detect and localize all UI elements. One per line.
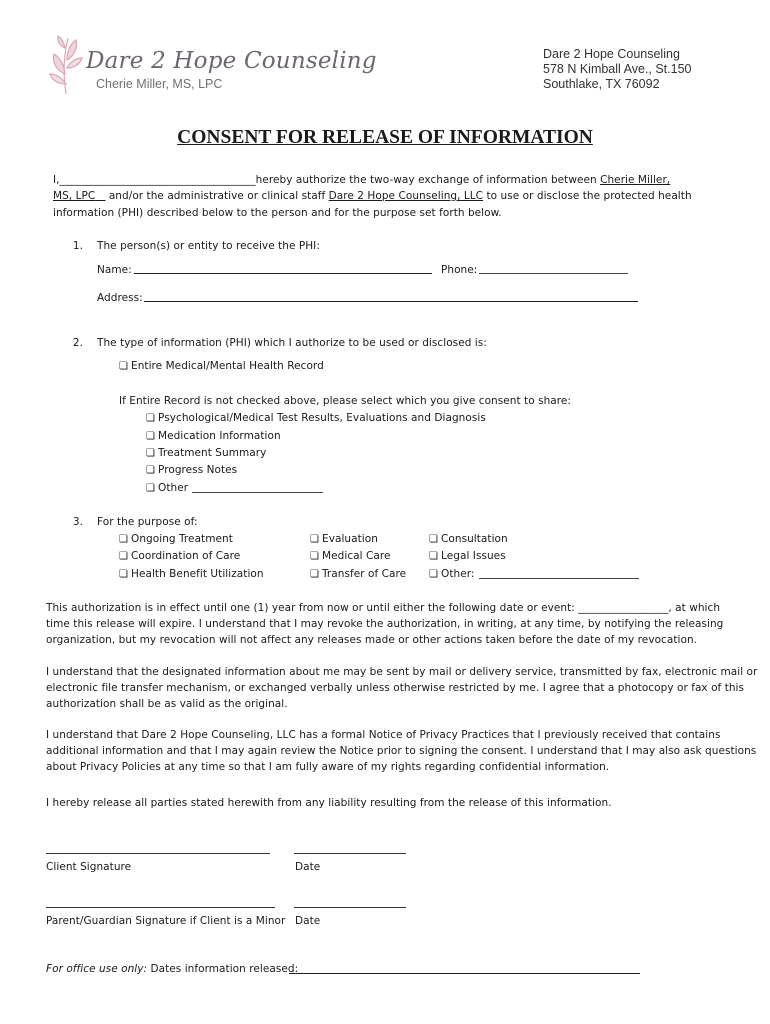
checkbox-legal-issues[interactable]: ❏ Legal Issues	[429, 548, 506, 565]
release-liability-para: I hereby release all parties stated herewith from any liability resulting from the release of this information.	[46, 797, 612, 809]
checkbox-test-results[interactable]: ❏ Psychological/Medical Test Results, Evaluations and Diagnosis	[146, 410, 486, 427]
client-signature-label: Client Signature	[46, 861, 132, 873]
floral-logo-icon	[48, 34, 88, 98]
client-date-label: Date	[295, 861, 321, 873]
checkbox-transfer-of-care[interactable]: ❏ Transfer of Care	[310, 566, 406, 583]
section-3-heading: For the purpose of:	[97, 516, 198, 528]
authorization-para-line-3: organization, but my revocation will not affect any releases made or other actions taken before the date of my revocation.	[46, 634, 698, 646]
checkbox-medical-care[interactable]: ❏ Medical Care	[310, 548, 391, 565]
address-line-1: Dare 2 Hope Counseling	[543, 47, 680, 61]
checkbox-consultation[interactable]: ❏ Consultation	[429, 531, 508, 548]
checkbox-health-benefit[interactable]: ❏ Health Benefit Utilization	[119, 566, 264, 583]
recipient-name-field[interactable]	[134, 273, 432, 274]
privacy-para-line-2: additional information and that I may again review the Notice prior to signing the consent. I understand that I may also ask questions	[46, 745, 757, 757]
guardian-date-label: Date	[295, 915, 321, 927]
delivery-para-line-3: authorization shall be as valid as the original.	[46, 698, 288, 710]
other-info-field[interactable]	[192, 492, 323, 493]
privacy-para-line-1: I understand that Dare 2 Hope Counseling, LLC has a formal Notice of Privacy Practices that I previously received that contains	[46, 729, 721, 741]
provider-name: Cherie Miller,	[600, 174, 671, 186]
intro-line-2: MS, LPC and/or the administrative or clinical staff Dare 2 Hope Counseling, LLC to use or disclose the protected health	[53, 190, 692, 202]
checkbox-coordination-of-care[interactable]: ❏ Coordination of Care	[119, 548, 240, 565]
recipient-name-label: Name:	[97, 264, 132, 276]
checkbox-evaluation[interactable]: ❏ Evaluation	[310, 531, 378, 548]
checkbox-entire-record[interactable]: ❏ Entire Medical/Mental Health Record	[119, 358, 324, 375]
recipient-phone-field[interactable]	[479, 273, 628, 274]
delivery-para-line-2: electronic file transfer mechanism, or exchanged verbally unless otherwise restricted by me. I agree that a photocopy or fax of this	[46, 682, 745, 694]
checkbox-progress-notes[interactable]: ❏ Progress Notes	[146, 462, 237, 479]
section-1-number: 1.	[72, 240, 83, 252]
section-2-heading: The type of information (PHI) which I authorize to be used or disclosed is:	[97, 337, 487, 349]
privacy-para-line-3: about Privacy Policies at any time so that I am fully aware of my rights regarding confidential information.	[46, 761, 610, 773]
authorization-para-line-1: This authorization is in effect until one (1) year from now or until either the following date or event: _________________, at which	[46, 602, 721, 614]
section-3-number: 3.	[72, 516, 83, 528]
guardian-date-field[interactable]	[294, 907, 406, 908]
checkbox-other-purpose[interactable]: ❏ Other:	[429, 566, 474, 583]
logo-subtitle: Cherie Miller, MS, LPC	[96, 77, 223, 91]
client-date-field[interactable]	[294, 853, 406, 854]
checkbox-other-info[interactable]: ❏ Other	[146, 480, 188, 497]
intro-line-1: I,_____________________________________hereby authorize the two-way exchange of information between Cherie Miller,	[53, 174, 671, 186]
checkbox-medication-info[interactable]: ❏ Medication Information	[146, 428, 281, 445]
checkbox-treatment-summary[interactable]: ❏ Treatment Summary	[146, 445, 266, 462]
org-name: Dare 2 Hope Counseling, LLC	[328, 190, 484, 202]
guardian-signature-field[interactable]	[46, 907, 275, 908]
guardian-signature-label: Parent/Guardian Signature if Client is a Minor	[46, 915, 286, 927]
section-2-number: 2.	[72, 337, 83, 349]
logo-title: Dare 2 Hope Counseling	[86, 48, 377, 74]
recipient-phone-label: Phone:	[441, 264, 478, 276]
authorization-para-line-2: time this release will expire. I understand that I may revoke the authorization, in writing, at any time, by notifying the releasing	[46, 618, 724, 630]
intro-line-3: information (PHI) described below to the person and for the purpose set forth below.	[53, 207, 502, 219]
address-line-2: 578 N Kimball Ave., St.150	[543, 62, 692, 76]
other-purpose-field[interactable]	[479, 578, 639, 579]
checkbox-ongoing-treatment[interactable]: ❏ Ongoing Treatment	[119, 531, 233, 548]
dates-released-field[interactable]	[289, 973, 640, 974]
section-1-heading: The person(s) or entity to receive the PHI:	[97, 240, 320, 252]
address-line-3: Southlake, TX 76092	[543, 77, 660, 91]
client-signature-field[interactable]	[46, 853, 270, 854]
partial-record-instructions: If Entire Record is not checked above, please select which you give consent to share:	[119, 395, 572, 407]
recipient-address-field[interactable]	[144, 301, 638, 302]
document-title: CONSENT FOR RELEASE OF INFORMATION	[177, 127, 593, 148]
name-blank[interactable]: _____________________________________	[59, 174, 256, 186]
recipient-address-label: Address:	[97, 292, 143, 304]
delivery-para-line-1: I understand that the designated information about me may be sent by mail or delivery service, transmitted by fax, electronic mail or	[46, 666, 758, 678]
office-use-line: For office use only: Dates information released:	[46, 963, 299, 975]
